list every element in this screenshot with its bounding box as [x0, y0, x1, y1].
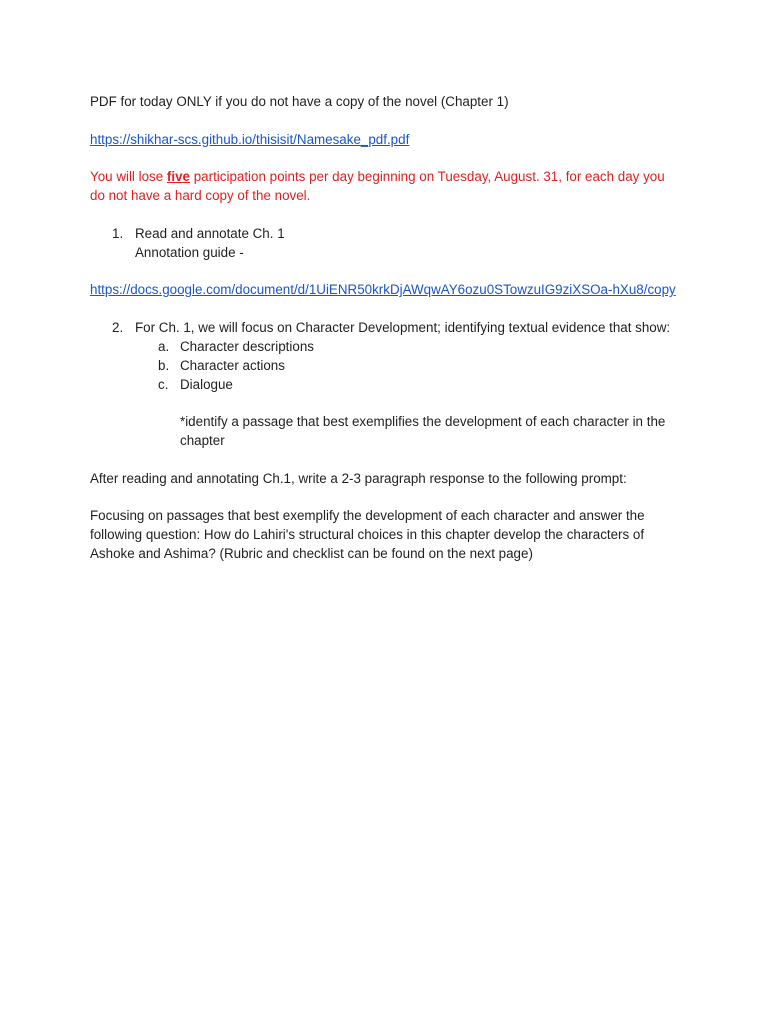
- essay-prompt: Focusing on passages that best exemplify the development of each character and answer the following question: How do Lahiri's structural choices in this chapter develop the characters of Ashoke and Ashima? (Rubric and checklist can be found on the next page): [90, 508, 645, 561]
- sub-list-text: Character descriptions: [180, 338, 314, 354]
- novel-pdf-link[interactable]: https://shikhar-scs.github.io/thisisit/Namesake_pdf.pdf: [90, 131, 410, 147]
- list-item-text: Read and annotate Ch. 1: [135, 225, 285, 241]
- sub-list-text: Dialogue: [180, 376, 233, 392]
- warning-text-before: You will lose: [90, 169, 167, 184]
- sub-list-item: [90, 375, 680, 394]
- sub-list-letter: c.: [158, 376, 169, 392]
- warning-emphasis: five: [166, 169, 190, 184]
- sub-list-letter: a.: [158, 338, 170, 354]
- intro-text: PDF for today ONLY if you do not have a copy of the novel (Chapter 1): [90, 94, 509, 109]
- list-item-1: [90, 224, 680, 262]
- sub-list-letter: b.: [158, 357, 170, 373]
- list-number: 2.: [112, 319, 124, 335]
- after-reading-instructions: After reading and annotating Ch.1, write a 2-3 paragraph response to the following prompt:: [90, 470, 627, 486]
- list-item-text: For Ch. 1, we will focus on Character Development; identifying textual evidence that show:: [135, 319, 671, 335]
- list-item-2: [90, 318, 680, 337]
- list-number: 1.: [112, 225, 124, 241]
- annotation-guide-label: Annotation guide -: [135, 244, 244, 260]
- sub-list-text: Character actions: [180, 357, 285, 373]
- annotation-guide-link[interactable]: https://docs.google.com/document/d/1UiENR50krkDjAWqwAY6ozu0STowzuIG9ziXSOa-hXu8/copy: [90, 282, 676, 297]
- warning-text-after: participation points per day beginning on Tuesday, August. 31, for each day you do not have a hard copy of the novel.: [90, 169, 665, 203]
- participation-warning: [90, 167, 680, 205]
- sub-list-item: [90, 356, 680, 375]
- sub-list-item: [90, 337, 680, 356]
- identify-passage-note: *identify a passage that best exemplifies the development of each character in the chapter: [180, 414, 666, 448]
- document-page: [90, 92, 680, 563]
